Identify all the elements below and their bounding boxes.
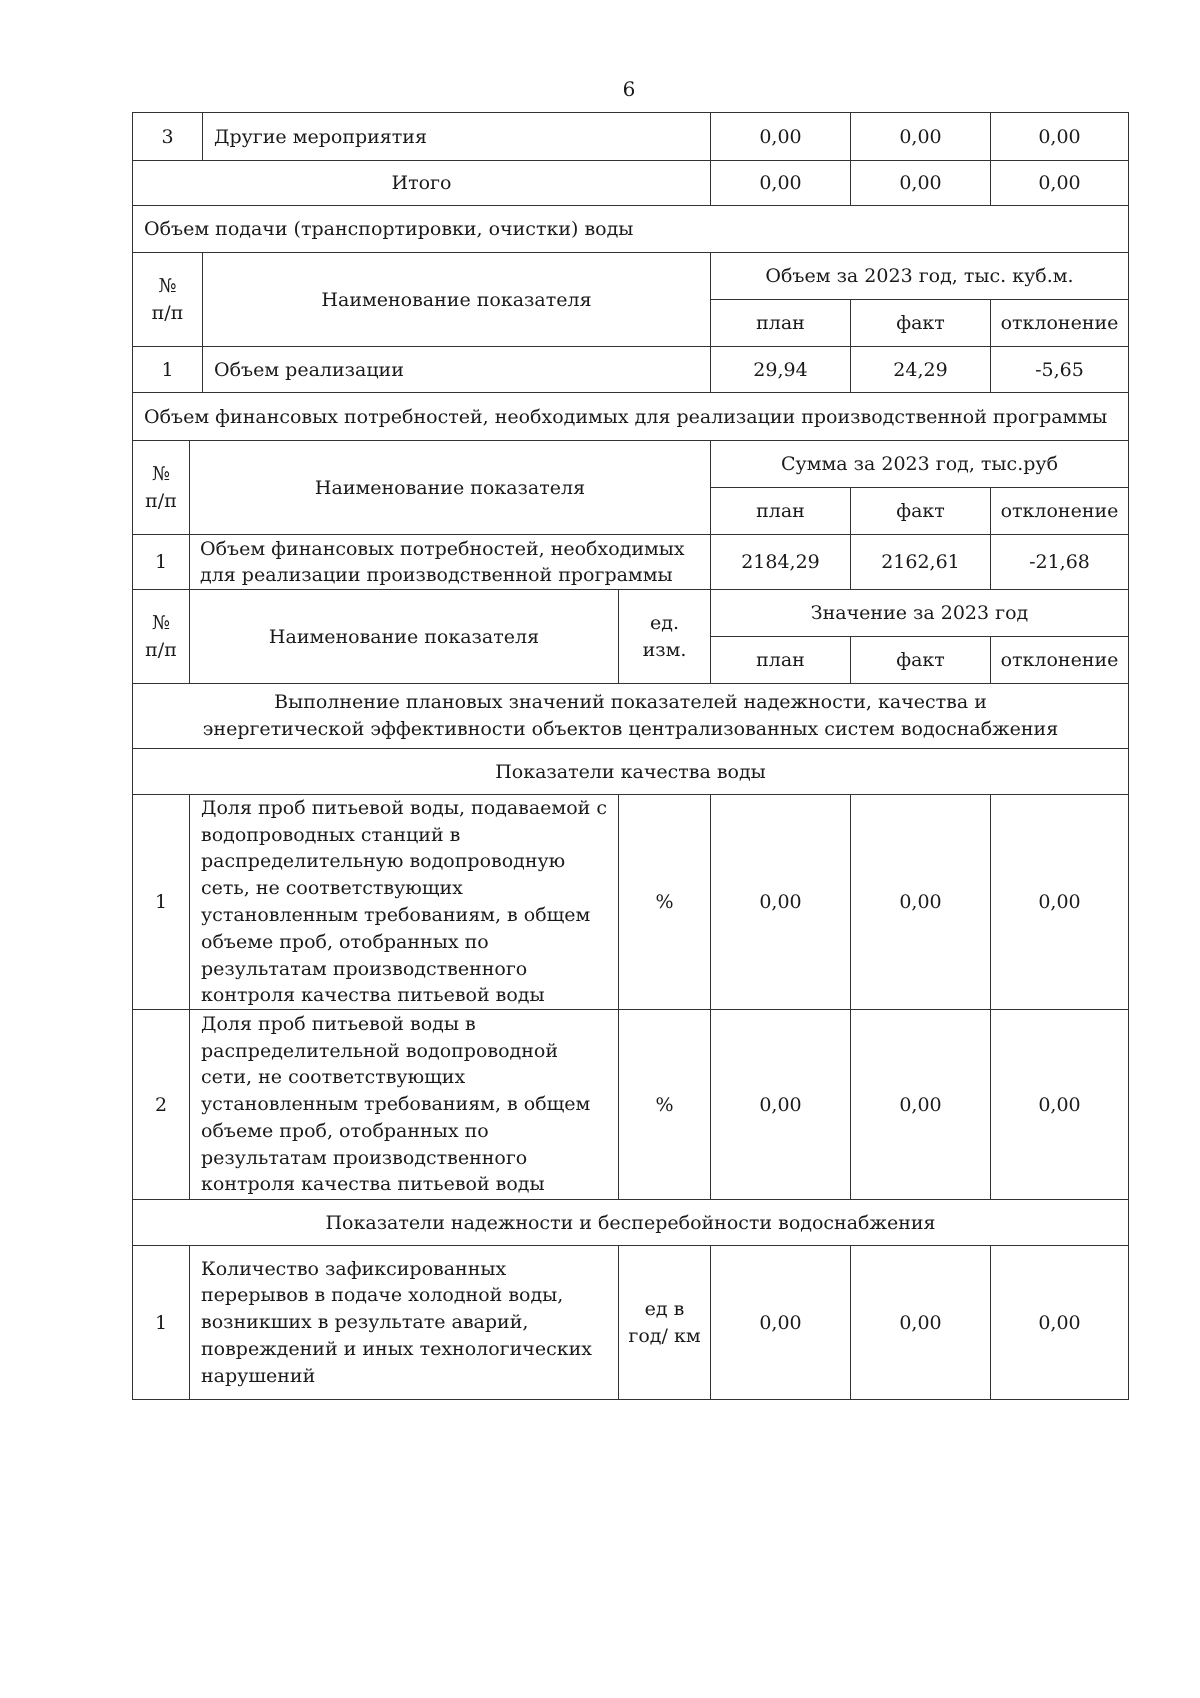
reliability-row-1-num: 1 (132, 1245, 190, 1400)
reliability-row-1-unit: ед в год/ км (618, 1245, 711, 1400)
quality-row-2-plan: 0,00 (710, 1009, 851, 1200)
finance-header-deviation: отклонение (990, 487, 1129, 535)
indicators-header-deviation: отклонение (990, 636, 1129, 684)
total-fact: 0,00 (850, 160, 991, 206)
reliability-subsection-title: Показатели надежности и бесперебойности водоснабжения (132, 1199, 1129, 1246)
finance-row-deviation: -21,68 (990, 534, 1129, 590)
supply-row-num: 1 (132, 346, 203, 393)
quality-row-1-deviation: 0,00 (990, 794, 1129, 1010)
supply-row-fact: 24,29 (850, 346, 991, 393)
indicators-header-unit: ед. изм. (618, 589, 711, 684)
quality-row-1-unit: % (618, 794, 711, 1010)
supply-header-fact: факт (850, 299, 991, 347)
total-plan: 0,00 (710, 160, 851, 206)
quality-row-1-name: Доля проб питьевой воды, подаваемой с водопроводных станций в распределительную водопроводную сеть, не соответствующих установленным требованиям, в общем объеме проб, отобранных по результатам производственного контроля качества питьевой воды (189, 794, 619, 1010)
indicators-header-plan: план (710, 636, 851, 684)
reliability-row-1-deviation: 0,00 (990, 1245, 1129, 1400)
total-deviation: 0,00 (990, 160, 1129, 206)
quality-subsection-title: Показатели качества воды (132, 748, 1129, 795)
quality-row-2-name: Доля проб питьевой воды в распределительной водопроводной сети, не соответствующих установленным требованиям, в общем объеме проб, отобранных по результатам производственного контроля качества питьевой воды (189, 1009, 619, 1200)
table-cell-deviation: 0,00 (990, 112, 1129, 161)
quality-row-1-fact: 0,00 (850, 794, 991, 1010)
quality-row-2-fact: 0,00 (850, 1009, 991, 1200)
supply-header-name: Наименование показателя (202, 252, 711, 347)
finance-header-name: Наименование показателя (189, 440, 711, 535)
indicators-header-name: Наименование показателя (189, 589, 619, 684)
page-number: 6 (622, 77, 636, 101)
supply-row-deviation: -5,65 (990, 346, 1129, 393)
finance-header-num: № п/п (132, 440, 190, 535)
finance-row-fact: 2162,61 (850, 534, 991, 590)
indicators-header-fact: факт (850, 636, 991, 684)
supply-row-plan: 29,94 (710, 346, 851, 393)
supply-header-period: Объем за 2023 год, тыс. куб.м. (710, 252, 1129, 300)
table-cell-plan: 0,00 (710, 112, 851, 161)
indicators-header-num: № п/п (132, 589, 190, 684)
supply-header-plan: план (710, 299, 851, 347)
supply-section-title: Объем подачи (транспортировки, очистки) воды (132, 205, 1129, 253)
supply-row-name: Объем реализации (202, 346, 711, 393)
finance-section-title: Объем финансовых потребностей, необходимых для реализации производственной программы (132, 392, 1129, 441)
reliability-row-1-plan: 0,00 (710, 1245, 851, 1400)
total-label: Итого (132, 160, 711, 206)
quality-row-2-unit: % (618, 1009, 711, 1200)
finance-header-fact: факт (850, 487, 991, 535)
finance-row-name: Объем финансовых потребностей, необходимых для реализации производственной программы (189, 534, 711, 590)
supply-header-deviation: отклонение (990, 299, 1129, 347)
finance-row-num: 1 (132, 534, 190, 590)
quality-row-2-deviation: 0,00 (990, 1009, 1129, 1200)
table-cell-fact: 0,00 (850, 112, 991, 161)
reliability-row-1-fact: 0,00 (850, 1245, 991, 1400)
finance-header-period: Сумма за 2023 год, тыс.руб (710, 440, 1129, 488)
quality-row-2-num: 2 (132, 1009, 190, 1200)
quality-row-1-num: 1 (132, 794, 190, 1010)
indicators-section-title: Выполнение плановых значений показателей надежности, качества и энергетической эффективности объектов централизованных систем водоснабжения (132, 683, 1129, 749)
reliability-row-1-name: Количество зафиксированных перерывов в подаче холодной воды, возникших в результате аварий, повреждений и иных технологических нарушений (189, 1245, 619, 1400)
table-cell-name: Другие мероприятия (202, 112, 711, 161)
finance-row-plan: 2184,29 (710, 534, 851, 590)
table-cell-num: 3 (132, 112, 203, 161)
indicators-header-period: Значение за 2023 год (710, 589, 1129, 637)
supply-header-num: № п/п (132, 252, 203, 347)
quality-row-1-plan: 0,00 (710, 794, 851, 1010)
finance-header-plan: план (710, 487, 851, 535)
